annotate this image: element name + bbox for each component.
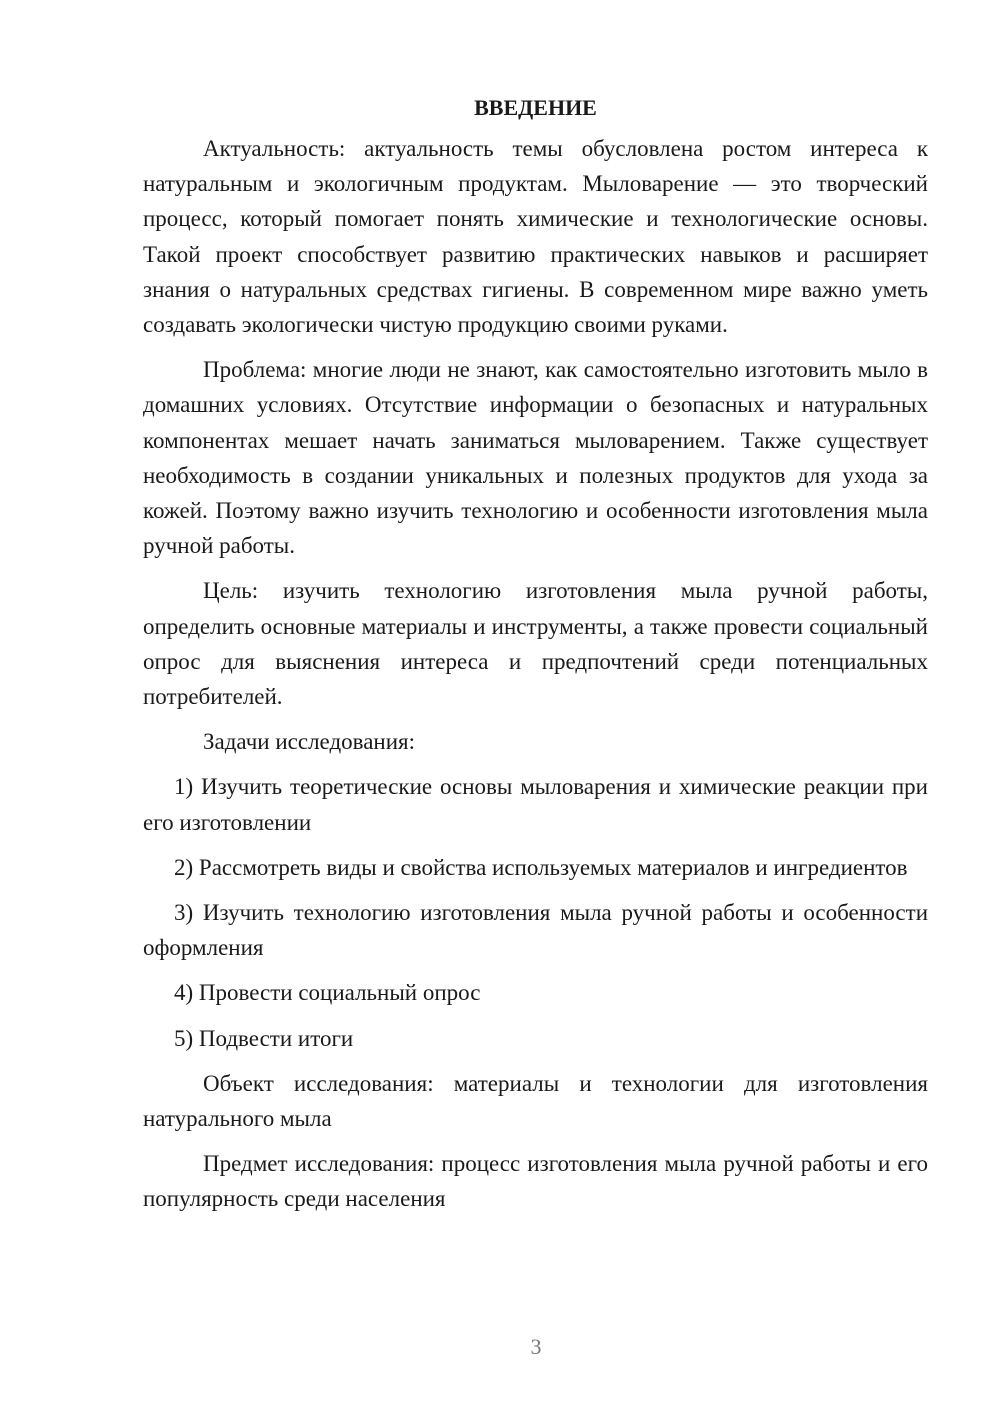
- task-item-3: 3) Изучить технологию изготовления мыла ручной работы и особенности оформления: [143, 900, 928, 961]
- page-number: 3: [530, 1334, 542, 1359]
- task-item-2: 2) Рассмотреть виды и свойства используемых материалов и ингредиентов: [174, 854, 908, 880]
- task-item-4: 4) Провести социальный опрос: [174, 980, 481, 1006]
- subject-paragraph: Предмет исследования: процесс изготовления мыла ручной работы и его популярность среди населения: [143, 1151, 928, 1212]
- problem-paragraph: Проблема: многие люди не знают, как самостоятельно изготовить мыло в домашних условиях. Отсутствие информации о безопасных и натуральных компонентах мешает начать заниматься мыловарением. Также существует необходимость в создании уникальных и полезных продуктов для ухода за кожей. Поэтому важно изучить технологию и особенности изготовления мыла ручной работы.: [143, 357, 928, 559]
- page-content: [143, 90, 928, 1227]
- task-item-5: 5) Подвести итоги: [174, 1025, 354, 1051]
- relevance-paragraph: Актуальность: актуальность темы обусловлена ростом интереса к натуральным и экологичным продуктам. Мыловарение — это творческий процесс, который помогает понять химические и технологические основы. Такой проект способствует развитию практических навыков и расширяет знания о натуральных средствах гигиены. В современном мире важно уметь создавать экологически чистую продукцию своими руками.: [143, 136, 928, 338]
- tasks-heading: Задачи исследования:: [203, 729, 416, 755]
- section-title: ВВЕДЕНИЕ: [474, 95, 597, 120]
- goal-paragraph: Цель: изучить технологию изготовления мыла ручной работы, определить основные материалы и инструменты, а также провести социальный опрос для выяснения интереса и предпочтений среди потенциальных потребителей.: [143, 578, 928, 710]
- object-paragraph: Объект исследования: материалы и технологии для изготовления натурального мыла: [143, 1070, 928, 1132]
- task-item-1: 1) Изучить теоретические основы мыловарения и химические реакции при его изготовлении: [143, 774, 928, 835]
